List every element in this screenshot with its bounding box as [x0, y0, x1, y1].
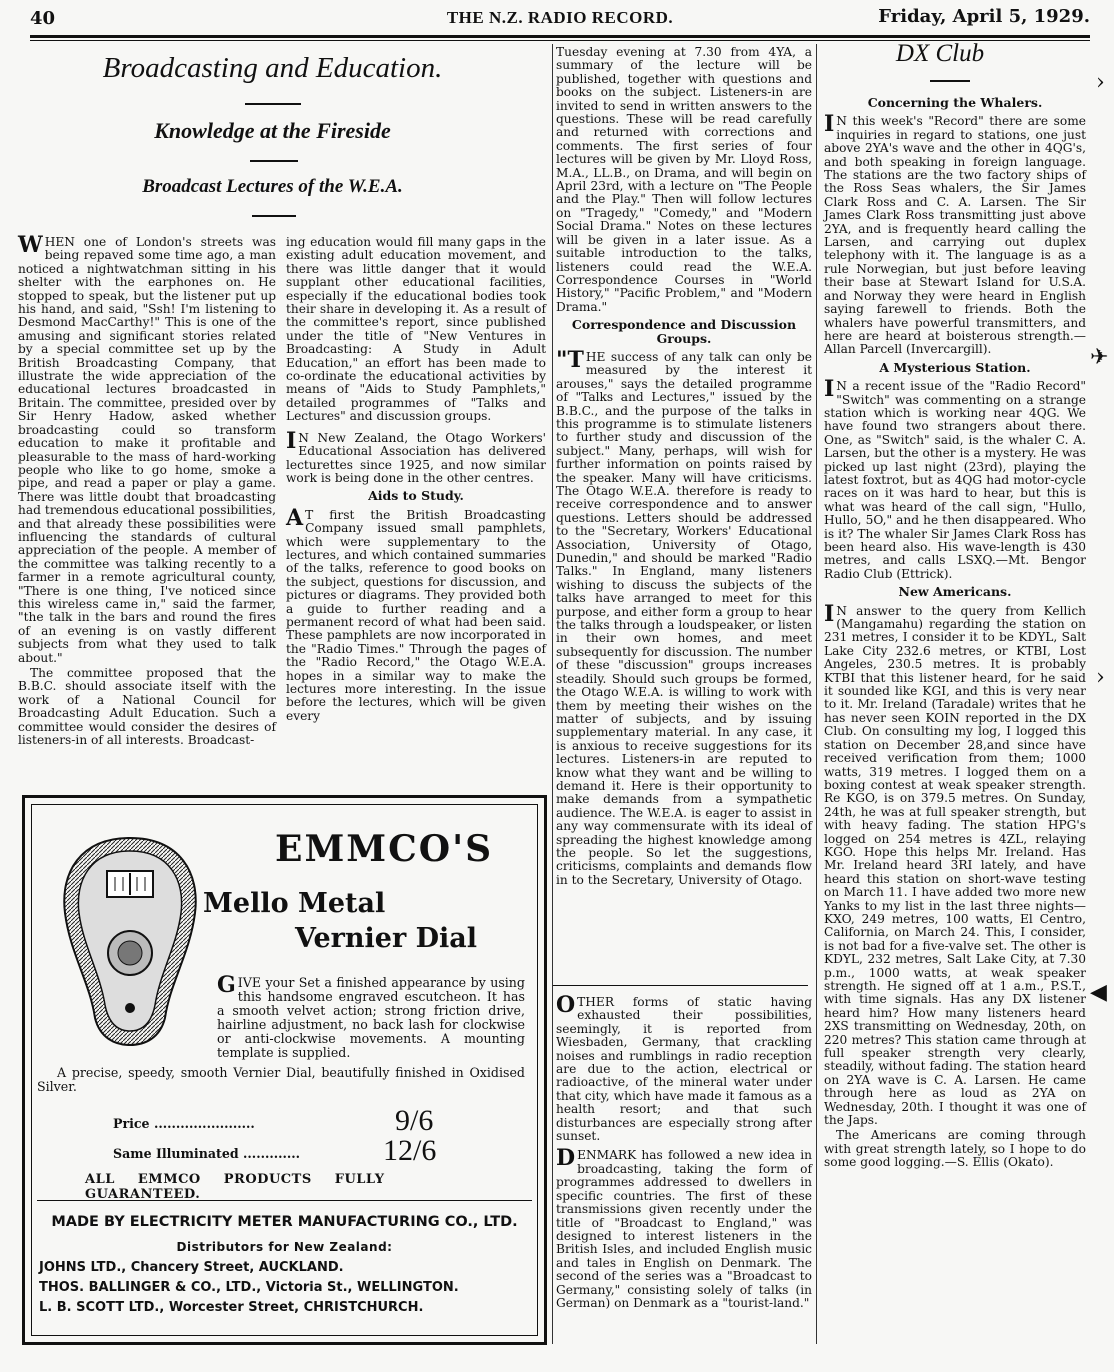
article-column-3 — [556, 46, 812, 889]
headline-divider — [245, 103, 301, 105]
ad-copy — [37, 972, 525, 1060]
paragraph: DENMARK has followed a new idea in broadcasting, taking the form of programmes addressed to dwellers in specific countries. The first of these transmissions given recently under the title of "Broadcast to England," was designed to interest listeners in the British Isles, and included English music and tales in English on Denmark. The second of the series was a "Broadcast to Germany," consisting solely of talks (in German) on Denmark as a "tourist-land." — [556, 1145, 812, 1310]
margin-mark-icon: › — [1096, 70, 1105, 95]
dx-club-column — [824, 92, 1086, 1172]
issue-date: Friday, April 5, 1929. — [878, 6, 1090, 27]
paragraph: Tuesday evening at 7.30 from 4YA, a summary of the lecture will be published, together with questions and books on the subject. Listeners-in are invited to send in written answers to the questions. These will be read carefully and returned with corrections and comments. The first series of four lectures will be given by Mr. Lloyd Ross, M.A., LL.B., on Drama, and will begin on April 23rd, with a lecture on "The People and the Play." Then will follow lectures on "Tragedy," "Comedy," and "Modern Social Drama." Notes on these lectures will be given in a later issue. As a suitable introduction to the talks, listeners could read the W.E.A. Correspondence Courses in "World History," "Pacific Problem," and "Modern Drama." — [556, 45, 812, 314]
ad-product-line-1: Mello Metal — [203, 888, 386, 919]
column-rule — [816, 44, 817, 1344]
paper-title: THE N.Z. RADIO RECORD. — [446, 8, 674, 27]
dx-title-divider — [930, 80, 970, 82]
margin-mark-icon: › — [1096, 665, 1105, 690]
distributor: JOHNS LTD., Chancery Street, AUCKLAND. — [39, 1260, 344, 1275]
ad-copy-text: GIVE your Set a finished appearance by using this handsome engraved escutcheon. It has a smooth velvet action; strong friction drive, hairline adjustment, no back lash for clockwise or anti-clockwise movements. A mounting template is supplied. — [217, 972, 525, 1060]
ad-divider — [37, 1200, 532, 1201]
article-subheadline: Knowledge at the Fireside — [154, 118, 391, 143]
ad-product-line-2: Vernier Dial — [295, 923, 477, 954]
paragraph: The Americans are coming through with great strength lately, so I hope to do some good logging.—S. Ellis (Okato). — [824, 1128, 1086, 1170]
price-label: Price ....................... — [113, 1116, 255, 1131]
margin-mark-icon: ✈ — [1090, 345, 1109, 370]
paragraph: IN answer to the query from Kellich (Mangamahu) regarding the station on 231 metres, I consider it to be KDYL, Salt Lake City 232.6 metres, or KTBI, Lost Angeles, 230.5 metres. It is probably KTBI that this listener heard, for he said it sounded like KGI, and this is very near to it. Mr. Ireland (Taradale) writes that he has never seen KOIN reported in the DX Club. On consulting my log, I logged this station on December 28,and since have received verification from them; 1000 watts, 319 metres. I logged them on a boxing contest at weak speaker strength. Re KGO, is on 379.5 metres. On Sunday, 24th, he was at full speaker strength, but with heavy fading. The station HPG's logged on 254 metres is 4ZL, relaying KGO. Hope this helps Mr. Ireland. Has Mr. Ireland heard 3RI lately, and have heard this station on short-wave testing on March 11. I have added two more new Yanks to my list in the last three nights—KXO, 249 metres, 100 watts, El Centro, California, on March 24. This, I consider, is not bad for a five-valve set. The other is KDYL, 232 metres, Salt Lake City, at 7.30 p.m., 1000 watts, at weak speaker strength. He signed off at 1 a.m., P.S.T., with time signals. Has any DX listener heard him? How many listeners heard 2XS transmitting on Wednesday, 20th, on 220 metres? This station came through at full speaker strength very clearly, steadily, without fading. The station heard on 2YA wave is C. A. Larsen. He came through here as loud as 2YA on Wednesday, 20th. I thought it was one of the Japs. — [824, 600, 1086, 1128]
section-heading: New Americans. — [898, 584, 1012, 600]
ad-brand: EMMCO'S — [275, 828, 494, 870]
advertisement — [22, 795, 547, 1345]
distributors-label: Distributors for New Zealand: — [176, 1240, 393, 1254]
distributor: L. B. SCOTT LTD., Worcester Street, CHRISTCHURCH. — [39, 1300, 424, 1315]
section-heading: A Mysterious Station. — [879, 359, 1031, 375]
paragraph: IN New Zealand, the Otago Workers' Educational Association has delivered lecturettes since 1925, and now similar work is being done in the other centres. — [286, 427, 546, 485]
dx-club-title: DX Club — [895, 40, 985, 67]
masthead — [30, 4, 1090, 34]
paragraph: WHEN one of London's streets was being repaved some time ago, a man noticed a nightwatchman sitting in his shelter with the earphones on. He stopped to speak, but the listener put up his hand, and said, "Ssh! I'm listening to Desmond MacCarthy!" This is one of the amusing and significant stories related by a special committee set up by the British Broadcasting Company, that illustrate the wide appreciation of the educational lectures broadcasted in Britain. The committee, presided over by Sir Henry Hadow, asked whether broadcasting could so transform education to make it profitable and pleasurable to the mass of hard-working people who like to go home, smoke a pipe, and read a paper or play a game. There was little doubt that broadcasting had tremendous educational possibilities, and that already these possibilities were influencing the standards of cultural appreciation of the people. A member of the committee was talking recently to a farmer in a remote agricultural county, "There is one thing, I've noticed since this wireless came in," said the farmer, "the talk in the bars and round the fires of an evening is on vastly different subjects from what they used to talk about." — [18, 232, 276, 665]
deck-divider — [252, 215, 296, 217]
paragraph: IN a recent issue of the "Radio Record" "Switch" was commenting on a strange station which is working near 4QG. We have found two strangers about there. One, as "Switch" said, is the whaler C. A. Larsen, but the other is a mystery. He was picked up last night (23rd), playing the latest foxtrot, but as 4QG had motor-cycle races on it was hard to hear, but this is what was heard of the call sign, "Hullo, Hullo, 5O," and he then disappeared. Who is it? The whaler Sir James Clark Ross has been heard also. His wave-length is 430 metres, and calls LSXQ.—Mt. Bengor Radio Club (Ettrick). — [824, 376, 1086, 581]
paragraph: IN this week's "Record" there are some inquiries in regard to stations, one just above 2YA's wave and the other in 4QG's, and both speaking in foreign language. The stations are the two factory ships of the Ross Seas whalers, the Sir James Clark Ross and C. A. Larsen. The Sir James Clark Ross transmitting just above 2YA, and is frequently heard calling the Larsen, and carrying out duplex telephony with it. The language is as a rule Norwegian, but just before leaving their base at Stewart Island for U.S.A. and Norway they were heard in English saying farewell to friends. Both the whalers have powerful transmitters, and here are heard at boisterous strength.—Allan Parcell (Invercargill). — [824, 111, 1086, 357]
section-heading: Correspondence and Discussion Groups. — [571, 317, 797, 346]
paragraph: The committee proposed that the B.B.C. should associate itself with the work of a National Council for Broadcasting Adult Education. Such a committee would consider the desires of listeners-in of all interests. Broadcast- — [18, 666, 276, 748]
paragraph: "THE success of any talk can only be measured by the interest it arouses," says the detailed programme of "Talks and Lectures," issued by the B.B.C., and the purpose of the talks in this programme is to stimulate listeners to further study and discussion of the subject." Many, perhaps, will wish for further information on points raised by the speaker. Many will have criticisms. The Otago W.E.A. therefore is ready to receive correspondence and to answer questions. Letters should be addressed to the "Secretary, Workers' Educational Association, University of Otago, Dunedin," and should be marked "Radio Talks." In England, many listeners wishing to discuss the subjects of the talks have arranged to meet for this purpose, and either form a group to hear the talks through a loudspeaker, or listen in their own homes, and meet subsequently for discussion. The number of these "discussion" groups increases steadily. Should such groups be formed, the Otago W.E.A. is willing to work with them by meeting their wishes on the matter of subjects, and by issuing supplementary material. In any case, it is anxious to receive suggestions for its lectures. Listeners-in are reputed to know what they want and be willing to demand it. Here is their opportunity to make demands from a sympathetic audience. The W.E.A. is eager to assist in any way commensurate with its ideal of spreading the highest knowledge among the people. So let the suggestions, criticisms, complaints and demands flow in to the Secretary, University of Otago. — [556, 346, 812, 887]
short-items — [556, 992, 812, 1312]
article-column-2 — [286, 236, 546, 725]
item-divider — [553, 985, 808, 986]
masthead-rule — [30, 35, 1090, 38]
illuminated-price-label: Same Illuminated ............. — [113, 1146, 301, 1161]
paragraph: OTHER forms of static having exhausted their possibilities, seemingly, it is reported from Wiesbaden, Germany, that crackling noises and rumblings in radio reception are due to the action, electrical or radioactive, of the mineral water under that city, which have made it famous as a health resort; and that such disturbances are especially strong after sunset. — [556, 992, 812, 1144]
distributor: THOS. BALLINGER & CO., LTD., Victoria St., WELLINGTON. — [39, 1280, 459, 1295]
article-column-1 — [18, 232, 276, 749]
article-headline: Broadcasting and Education. — [102, 52, 443, 84]
illuminated-price-value: 12/6 — [383, 1134, 437, 1167]
guarantee: ALL EMMCO PRODUCTS FULLY GUARANTEED. — [85, 1172, 385, 1202]
subheadline-divider — [250, 160, 298, 162]
manufacturer: MADE BY ELECTRICITY METER MANUFACTURING CO., LTD. — [51, 1214, 518, 1230]
paragraph: ing education would fill many gaps in the existing adult education movement, and there was little danger that it would supplant other educational facilities, especially if the educational bodies took their share in developing it. As a result of the committee's report, since published under the title of "New Ventures in Broadcasting: A Study in Adult Education," an effort has been made to co-ordinate the educational activities by means of "Aids to Study Pamphlets," detailed programmes of "Talks and Lectures" and discussion groups. — [286, 235, 546, 424]
paragraph: AT first the British Broadcasting Company issued small pamphlets, which were supplementary to the lectures, and which contained summaries of the talks, reference to good books on the subject, questions for discussion, and pictures or diagrams. They provided both a guide to further reading and a permanent record of what had been said. These pamphlets are now incorporated in the "Radio Times." Through the pages of the "Radio Record," the Otago W.E.A. hopes in a similar way to make the lectures more interesting. In the issue before the lectures, which will be given every — [286, 504, 546, 723]
article-deck: Broadcast Lectures of the W.E.A. — [142, 176, 403, 197]
section-heading: Aids to Study. — [368, 488, 464, 504]
price-value: 9/6 — [395, 1104, 434, 1137]
column-rule — [552, 44, 553, 1344]
ad-copy-2: A precise, speedy, smooth Vernier Dial, beautifully finished in Oxidised Silver. — [37, 1065, 525, 1094]
section-heading: Concerning the Whalers. — [867, 95, 1043, 110]
page-number: 40 — [30, 8, 56, 29]
margin-mark-icon: ◀ — [1090, 980, 1107, 1005]
